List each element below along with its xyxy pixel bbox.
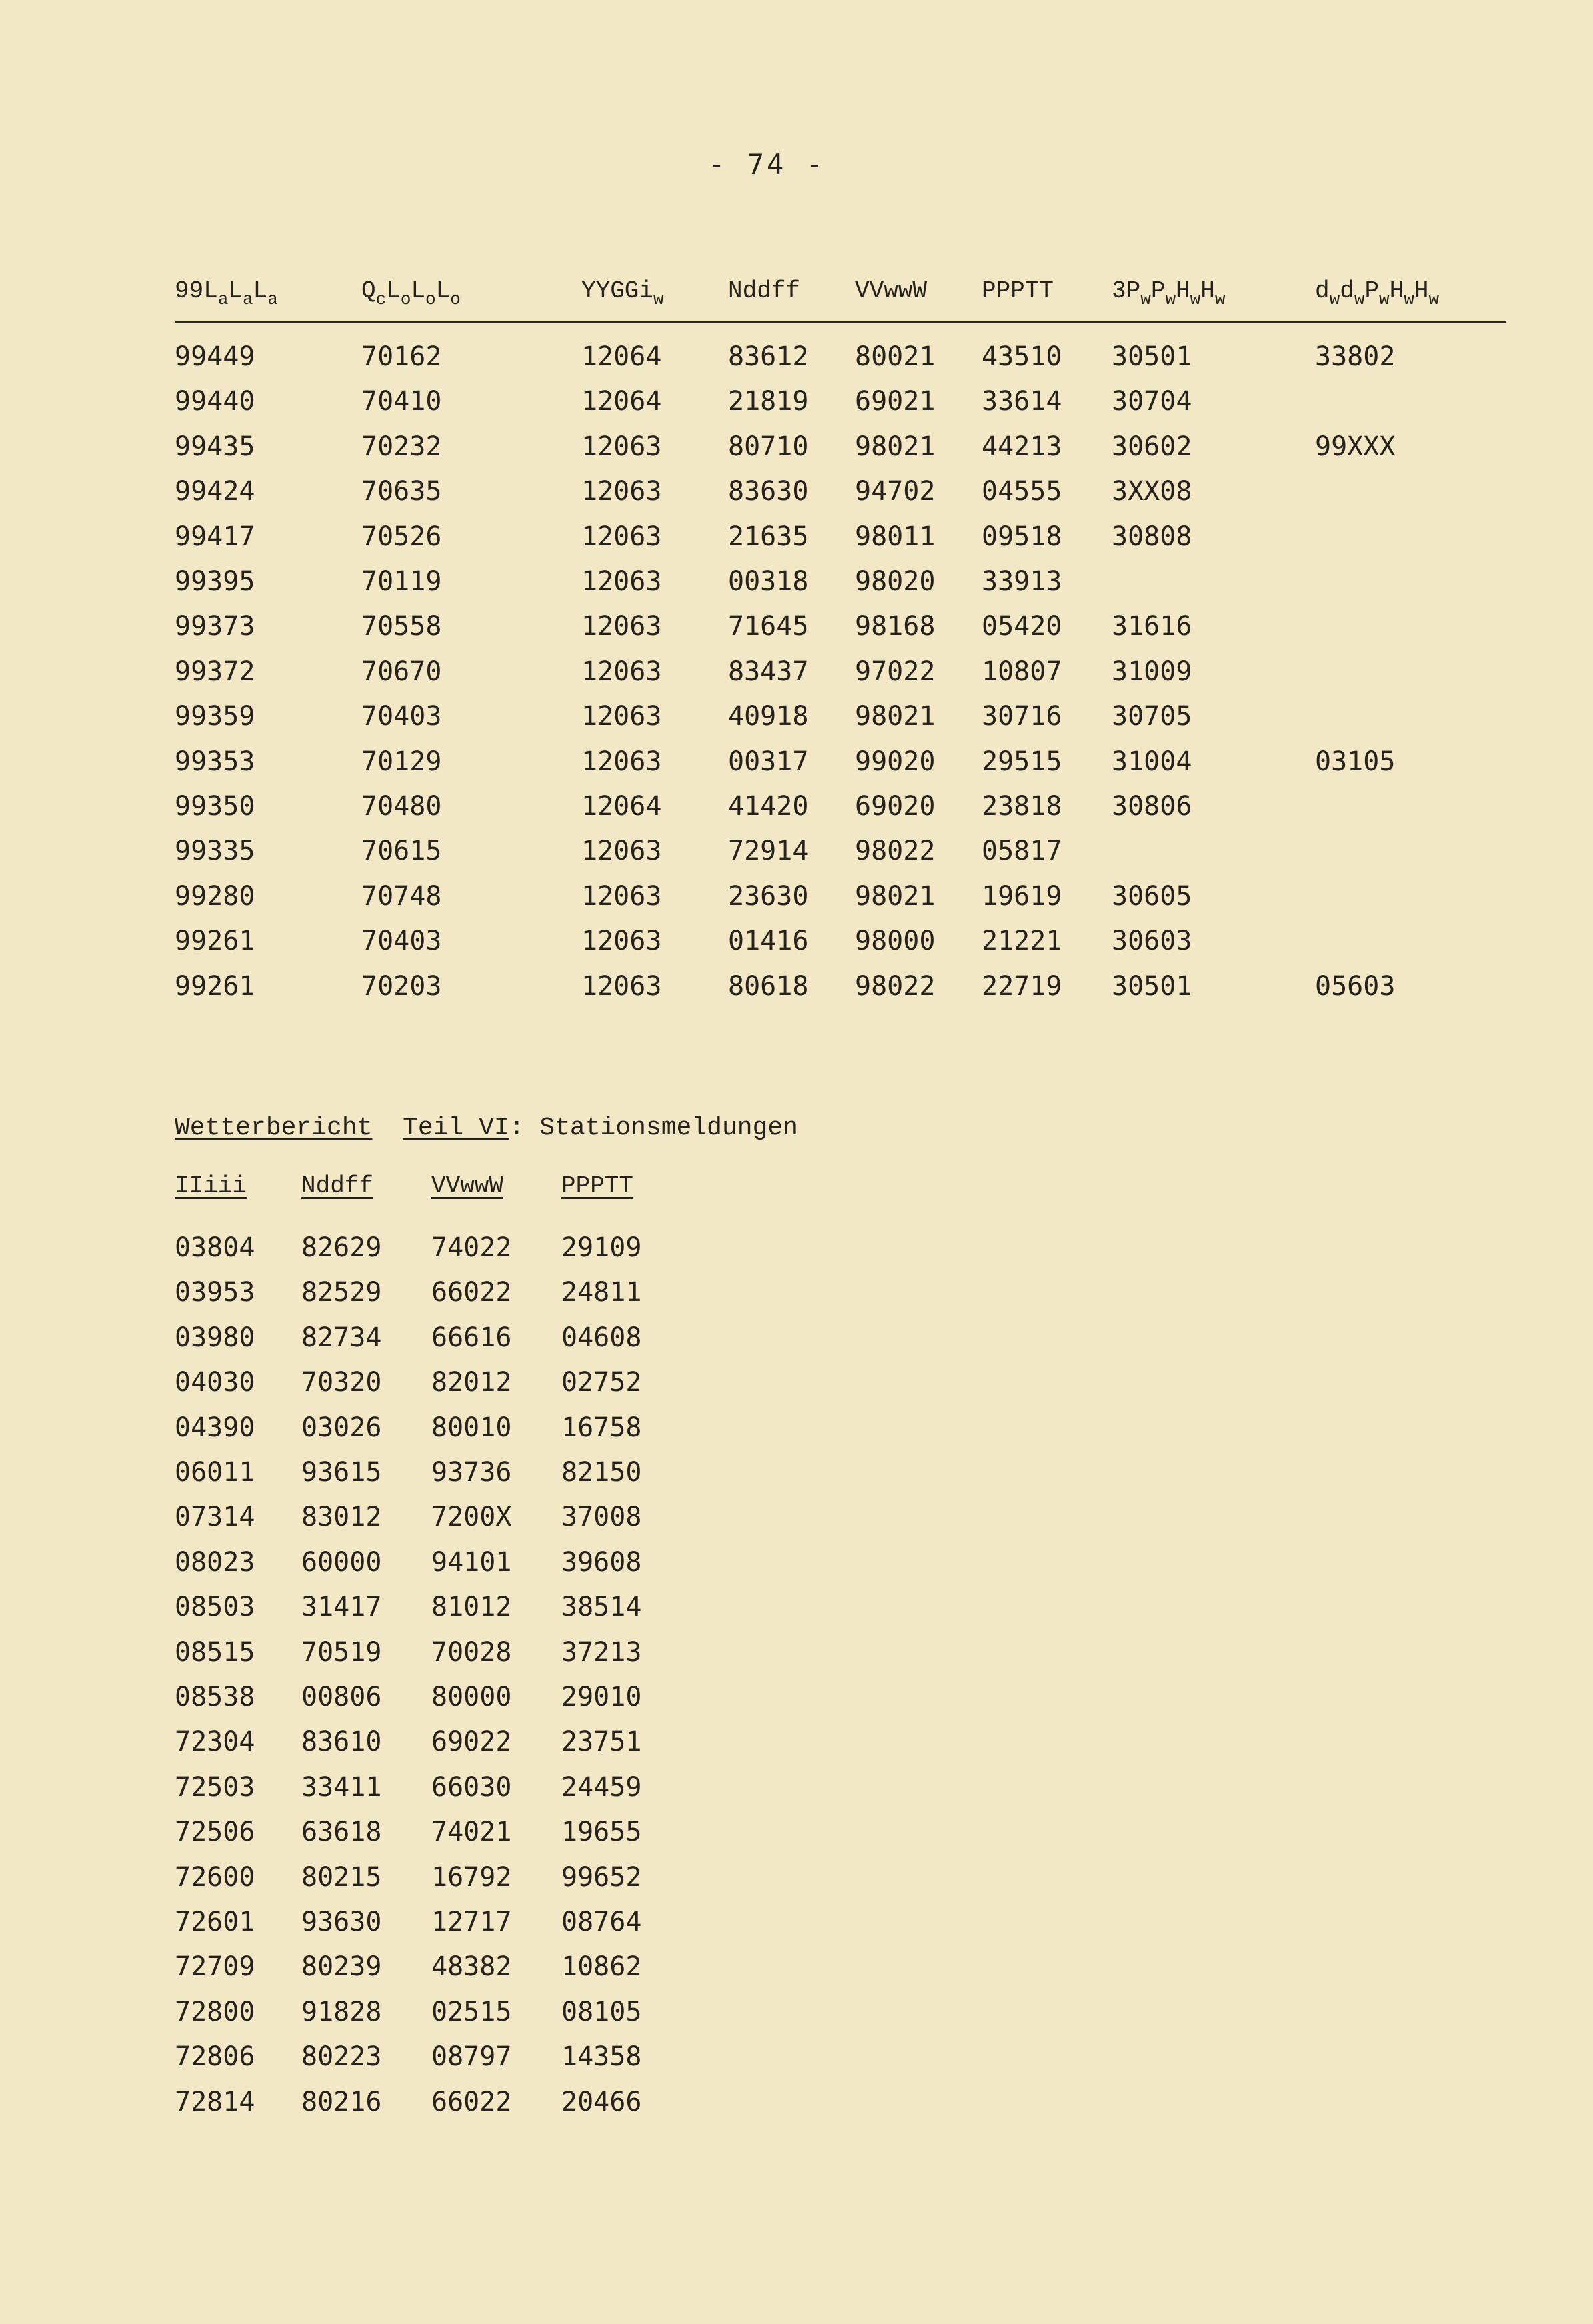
- table-cell: 06011: [175, 1457, 255, 1488]
- table-cell: 22719: [982, 970, 1062, 1002]
- table-cell: 29010: [561, 1682, 642, 1712]
- table-cell: 10862: [561, 1951, 642, 1983]
- table-cell: 72914: [728, 836, 809, 867]
- table-cell: 12063: [581, 746, 662, 777]
- table-cell: 08503: [175, 1592, 255, 1623]
- table-cell: 70670: [361, 656, 442, 687]
- table-cell: 70129: [361, 746, 442, 777]
- table-cell: 98021: [855, 701, 936, 732]
- table-row: [175, 2087, 775, 2131]
- table-row: [175, 476, 1508, 521]
- table-cell: 70615: [361, 836, 442, 867]
- table-cell: 31009: [1112, 656, 1192, 687]
- table-cell: 98022: [855, 836, 936, 867]
- table-cell: 72806: [175, 2041, 255, 2073]
- table-cell: 99020: [855, 746, 936, 777]
- table-cell: 14358: [561, 2041, 642, 2073]
- table-cell: 41420: [728, 791, 809, 822]
- table-cell: 03105: [1315, 746, 1396, 777]
- table-cell: 3XX08: [1112, 476, 1192, 507]
- table1-header-cell: PPPTT: [982, 277, 1054, 305]
- table-cell: 48382: [431, 1951, 512, 1983]
- table-cell: 66022: [431, 2086, 512, 2117]
- section-title-part2: Teil VI: [403, 1114, 509, 1142]
- table-cell: 72814: [175, 2086, 255, 2117]
- table-cell: 03026: [301, 1412, 382, 1443]
- table1-header-cell: $d_wd_wP_wH_wH_w$: [1315, 277, 1440, 309]
- table-cell: 12717: [431, 1907, 512, 1937]
- table-cell: 70410: [361, 386, 442, 417]
- table-cell: 30716: [982, 701, 1062, 732]
- table-cell: 82629: [301, 1232, 382, 1263]
- table-cell: 80215: [301, 1861, 382, 1893]
- table-cell: 70232: [361, 431, 442, 462]
- table2-header-cell: VVwwW: [431, 1172, 504, 1200]
- table2-header-cell: IIiii: [175, 1172, 247, 1200]
- table-row: [175, 1592, 775, 1636]
- section-title-part3: : Stationsmeldungen: [509, 1114, 798, 1142]
- table-cell: 82734: [301, 1322, 382, 1353]
- table-cell: 83612: [728, 341, 809, 372]
- table-cell: 83610: [301, 1726, 382, 1758]
- table-cell: 37008: [561, 1502, 642, 1533]
- table-cell: 00806: [301, 1682, 382, 1712]
- table-cell: 08515: [175, 1636, 255, 1668]
- table-row: [175, 341, 1508, 386]
- table-cell: 24811: [561, 1277, 642, 1308]
- table-cell: 40918: [728, 701, 809, 732]
- table-cell: 30605: [1112, 880, 1192, 912]
- table-cell: 30806: [1112, 791, 1192, 822]
- table1-header-cell: YYGGi$_w$: [581, 277, 664, 309]
- table-cell: 37213: [561, 1636, 642, 1668]
- table-cell: 72800: [175, 1996, 255, 2027]
- table-cell: 33802: [1315, 341, 1396, 372]
- table-row: [175, 836, 1508, 880]
- table-cell: 04390: [175, 1412, 255, 1443]
- table-cell: 74022: [431, 1232, 512, 1263]
- table-cell: 99440: [175, 386, 255, 417]
- table-cell: 72503: [175, 1771, 255, 1803]
- table-cell: 83630: [728, 476, 809, 507]
- table-cell: 82012: [431, 1367, 512, 1398]
- table-cell: 31616: [1112, 611, 1192, 642]
- table-cell: 23751: [561, 1726, 642, 1758]
- table-cell: 91828: [301, 1996, 382, 2027]
- table-cell: 82150: [561, 1457, 642, 1488]
- table-cell: 94101: [431, 1546, 512, 1578]
- table-cell: 70028: [431, 1636, 512, 1668]
- table-cell: 98021: [855, 880, 936, 912]
- table-cell: 66616: [431, 1322, 512, 1353]
- table-cell: 29515: [982, 746, 1062, 777]
- table-cell: 12063: [581, 836, 662, 867]
- table-cell: 09518: [982, 521, 1062, 552]
- table-cell: 70119: [361, 566, 442, 597]
- table-cell: 83012: [301, 1502, 382, 1533]
- table-row: [175, 791, 1508, 836]
- table-cell: 93736: [431, 1457, 512, 1488]
- table1-header-cell: $99L_aL_aL_a$: [175, 277, 278, 309]
- table-cell: 70558: [361, 611, 442, 642]
- table-cell: 04555: [982, 476, 1062, 507]
- table-cell: 99359: [175, 701, 255, 732]
- table-cell: 66022: [431, 1277, 512, 1308]
- table-cell: 08797: [431, 2041, 512, 2073]
- table-cell: 07314: [175, 1502, 255, 1533]
- table-cell: 99395: [175, 566, 255, 597]
- table-row: [175, 701, 1508, 746]
- table-row: [175, 1682, 775, 1726]
- table-cell: 83437: [728, 656, 809, 687]
- table-row: [175, 881, 1508, 926]
- table-cell: 70526: [361, 521, 442, 552]
- table-cell: 97022: [855, 656, 936, 687]
- table-cell: 08538: [175, 1682, 255, 1712]
- table-cell: 99261: [175, 926, 255, 957]
- table-row: [175, 566, 1508, 611]
- table-row: [175, 746, 1508, 791]
- table-cell: 31004: [1112, 746, 1192, 777]
- table-cell: 08764: [561, 1907, 642, 1937]
- table-cell: 69020: [855, 791, 936, 822]
- table-cell: 01416: [728, 926, 809, 957]
- table-cell: 70748: [361, 880, 442, 912]
- table-row: [175, 521, 1508, 566]
- table-cell: 12063: [581, 611, 662, 642]
- table-cell: 80618: [728, 970, 809, 1002]
- table-cell: 63618: [301, 1817, 382, 1848]
- table-row: [175, 656, 1508, 701]
- table-cell: 12063: [581, 431, 662, 462]
- table-cell: 12063: [581, 566, 662, 597]
- table-row: [175, 1277, 775, 1322]
- table-cell: 23630: [728, 880, 809, 912]
- table-cell: 99373: [175, 611, 255, 642]
- table-row: [175, 1232, 775, 1277]
- table-cell: 72600: [175, 1861, 255, 1893]
- table-cell: 80021: [855, 341, 936, 372]
- table-cell: 31417: [301, 1592, 382, 1623]
- table-cell: 12063: [581, 701, 662, 732]
- table-cell: 99449: [175, 341, 255, 372]
- table1-header-cell: $3P_wP_wH_wH_w$: [1112, 277, 1226, 309]
- table-cell: 74021: [431, 1817, 512, 1848]
- table-cell: 08023: [175, 1546, 255, 1578]
- table2-header-cell: PPPTT: [561, 1172, 634, 1200]
- table-cell: 80000: [431, 1682, 512, 1712]
- table-cell: 98020: [855, 566, 936, 597]
- table-row: [175, 926, 1508, 970]
- table-cell: 93615: [301, 1457, 382, 1488]
- table-row: [175, 1726, 775, 1771]
- table-cell: 98000: [855, 926, 936, 957]
- table-cell: 12064: [581, 386, 662, 417]
- table-cell: 30704: [1112, 386, 1192, 417]
- table-cell: 16758: [561, 1412, 642, 1443]
- table-cell: 99435: [175, 431, 255, 462]
- table-row: [175, 1772, 775, 1817]
- table-row: [175, 1951, 775, 1996]
- table-cell: 72506: [175, 1817, 255, 1848]
- table-row: [175, 1817, 775, 1861]
- table-cell: 72709: [175, 1951, 255, 1983]
- section-title: [175, 1114, 798, 1142]
- table-cell: 99XXX: [1315, 431, 1396, 462]
- table-cell: 12063: [581, 656, 662, 687]
- table-row: [175, 1637, 775, 1682]
- table-cell: 70635: [361, 476, 442, 507]
- table-row: [175, 1997, 775, 2041]
- table-cell: 98011: [855, 521, 936, 552]
- table-cell: 04608: [561, 1322, 642, 1353]
- table-cell: 30501: [1112, 970, 1192, 1002]
- table-cell: 30602: [1112, 431, 1192, 462]
- table-cell: 12064: [581, 341, 662, 372]
- table-cell: 12063: [581, 476, 662, 507]
- table-cell: 80010: [431, 1412, 512, 1443]
- table-cell: 60000: [301, 1546, 382, 1578]
- table-row: [175, 1907, 775, 1951]
- table-row: [175, 1412, 775, 1457]
- section-title-part1: Wetterbericht: [175, 1114, 373, 1142]
- table-cell: 98168: [855, 611, 936, 642]
- table1-header: [175, 275, 1506, 323]
- table-cell: 71645: [728, 611, 809, 642]
- table-cell: 30705: [1112, 701, 1192, 732]
- table-cell: 23818: [982, 791, 1062, 822]
- table-cell: 66030: [431, 1771, 512, 1803]
- table-cell: 30501: [1112, 341, 1192, 372]
- table-cell: 03953: [175, 1277, 255, 1308]
- table-cell: 04030: [175, 1367, 255, 1398]
- table-cell: 05603: [1315, 970, 1396, 1002]
- table-cell: 12063: [581, 880, 662, 912]
- table-cell: 33614: [982, 386, 1062, 417]
- table-cell: 80216: [301, 2086, 382, 2117]
- table-cell: 99280: [175, 880, 255, 912]
- table-row: [175, 1547, 775, 1592]
- table-cell: 99417: [175, 521, 255, 552]
- table-cell: 16792: [431, 1861, 512, 1893]
- table-cell: 02515: [431, 1996, 512, 2027]
- table-cell: 30603: [1112, 926, 1192, 957]
- table-cell: 20466: [561, 2086, 642, 2117]
- table1-header-cell: Nddff: [728, 277, 801, 305]
- table2-header-cell: Nddff: [301, 1172, 374, 1200]
- table-row: [175, 1502, 775, 1546]
- table-cell: 94702: [855, 476, 936, 507]
- table-cell: 33411: [301, 1771, 382, 1803]
- table-cell: 80239: [301, 1951, 382, 1983]
- table-cell: 12063: [581, 521, 662, 552]
- table-cell: 70162: [361, 341, 442, 372]
- table-cell: 12063: [581, 926, 662, 957]
- table-cell: 19655: [561, 1817, 642, 1848]
- table-cell: 12064: [581, 791, 662, 822]
- table-cell: 70403: [361, 926, 442, 957]
- table-row: [175, 2041, 775, 2086]
- table-cell: 99372: [175, 656, 255, 687]
- table-cell: 99424: [175, 476, 255, 507]
- table-cell: 00318: [728, 566, 809, 597]
- page-number: - 74 -: [708, 148, 826, 181]
- table-cell: 99652: [561, 1861, 642, 1893]
- table-cell: 43510: [982, 341, 1062, 372]
- table-cell: 21635: [728, 521, 809, 552]
- table-cell: 69021: [855, 386, 936, 417]
- table-row: [175, 1457, 775, 1502]
- table-cell: 19619: [982, 880, 1062, 912]
- table-cell: 30808: [1112, 521, 1192, 552]
- table-cell: 81012: [431, 1592, 512, 1623]
- table-cell: 70203: [361, 970, 442, 1002]
- table-cell: 82529: [301, 1277, 382, 1308]
- table-cell: 69022: [431, 1726, 512, 1758]
- table-cell: 29109: [561, 1232, 642, 1263]
- table1-header-cell: $Q_cL_oL_oL_o$: [361, 277, 461, 309]
- table-cell: 80223: [301, 2041, 382, 2073]
- table-cell: 70480: [361, 791, 442, 822]
- table-cell: 03980: [175, 1322, 255, 1353]
- table-cell: 05817: [982, 836, 1062, 867]
- table-row: [175, 386, 1508, 431]
- table-row: [175, 431, 1508, 476]
- table-cell: 70320: [301, 1367, 382, 1398]
- table-cell: 72601: [175, 1907, 255, 1937]
- table-cell: 02752: [561, 1367, 642, 1398]
- table-cell: 24459: [561, 1771, 642, 1803]
- table-cell: 98022: [855, 970, 936, 1002]
- table-cell: 10807: [982, 656, 1062, 687]
- table-cell: 99261: [175, 970, 255, 1002]
- table-cell: 99350: [175, 791, 255, 822]
- table-row: [175, 611, 1508, 656]
- table-cell: 00317: [728, 746, 809, 777]
- table-row: [175, 1862, 775, 1907]
- table-cell: 7200X: [431, 1502, 512, 1533]
- table-cell: 70403: [361, 701, 442, 732]
- table-cell: 93630: [301, 1907, 382, 1937]
- table-cell: 72304: [175, 1726, 255, 1758]
- table-cell: 21221: [982, 926, 1062, 957]
- table-cell: 21819: [728, 386, 809, 417]
- table-cell: 99335: [175, 836, 255, 867]
- table-cell: 12063: [581, 970, 662, 1002]
- table-row: [175, 1322, 775, 1367]
- table1-header-cell: VVwwW: [855, 277, 928, 305]
- table-cell: 38514: [561, 1592, 642, 1623]
- table-cell: 08105: [561, 1996, 642, 2027]
- table-cell: 44213: [982, 431, 1062, 462]
- table-cell: 70519: [301, 1636, 382, 1668]
- table-cell: 05420: [982, 611, 1062, 642]
- table-row: [175, 971, 1508, 1016]
- table-cell: 80710: [728, 431, 809, 462]
- table-cell: 39608: [561, 1546, 642, 1578]
- table-cell: 98021: [855, 431, 936, 462]
- table-cell: 33913: [982, 566, 1062, 597]
- table-cell: 03804: [175, 1232, 255, 1263]
- table-cell: 99353: [175, 746, 255, 777]
- table-row: [175, 1367, 775, 1412]
